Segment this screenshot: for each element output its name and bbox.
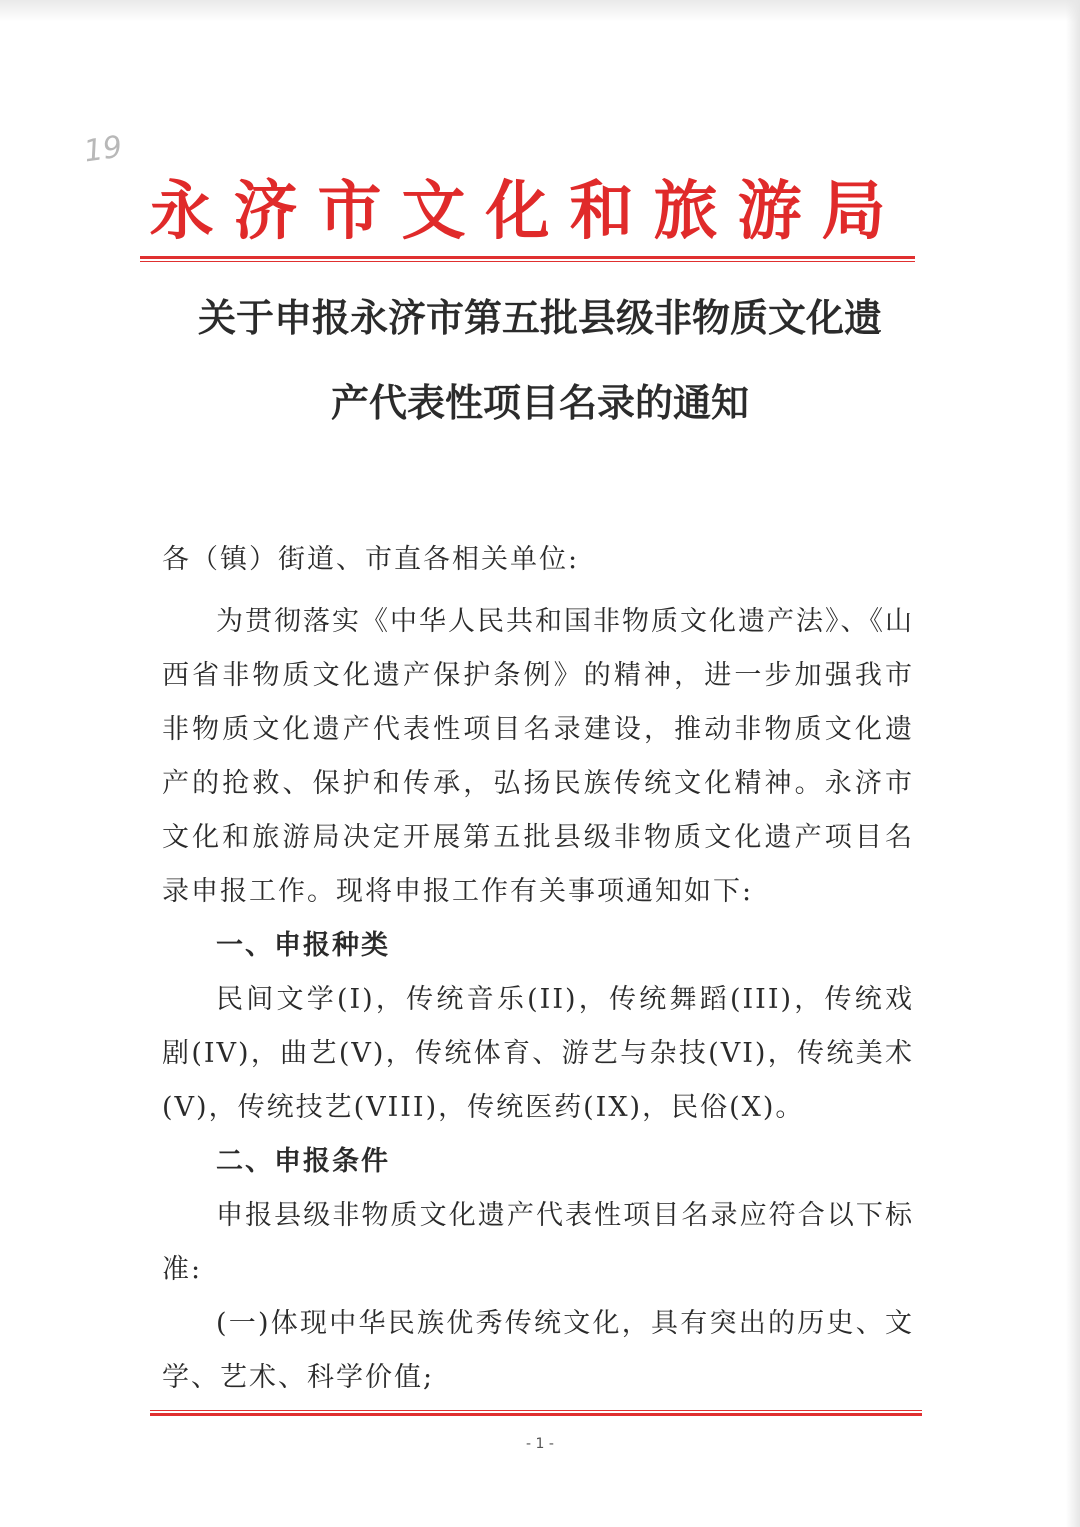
rule-thin-line xyxy=(150,1410,922,1411)
intro-paragraph: 为贯彻落实《中华人民共和国非物质文化遗产法》、《山西省非物质文化遗产保护条例》的精神，进一步加强我市非物质文化遗产代表性项目名录建设，推动非物质文化遗产的抢救、保护和传承，弘扬民族传统文化精神。永济市文化和旅游局决定开展第五批县级非物质文化遗产项目名录申报工作。现将申报工作有关事项通知如下: xyxy=(162,606,914,907)
conditions-paragraph: 申报县级非物质文化遗产代表性项目名录应符合以下标准: xyxy=(162,1200,914,1285)
document-title-line-2: 产代表性项目名录的通知 xyxy=(330,380,749,425)
handwritten-page-mark: 19 xyxy=(81,129,125,170)
addressee: 各（镇）街道、市直各相关单位: xyxy=(162,544,580,575)
section-heading-conditions: 二、申报条件 xyxy=(216,1146,390,1177)
issuer-letterhead: 永济市文化和旅游局 xyxy=(149,174,906,249)
scan-shadow-right xyxy=(1066,0,1080,1527)
categories-paragraph: 民间文学(I)，传统音乐(II)，传统舞蹈(III)，传统戏剧(IV)，曲艺(V)，传统体育、游艺与杂技(VI)，传统美术(V)，传统技艺(VIII)，传统医药(IX)，民俗(X)。 xyxy=(162,984,914,1123)
section-heading-categories: 一、申报种类 xyxy=(216,930,390,961)
rule-thin-line xyxy=(140,261,915,262)
letterhead-red-rule xyxy=(140,256,915,262)
footer-red-rule xyxy=(150,1410,922,1416)
document-title-line-1: 关于申报永济市第五批县级非物质文化遗 xyxy=(197,295,882,340)
rule-thick-line xyxy=(150,1413,922,1416)
scan-shadow-top xyxy=(0,0,1080,22)
document-body xyxy=(162,595,914,1405)
page-number: - 1 - xyxy=(526,1436,554,1452)
rule-thick-line xyxy=(140,256,915,259)
criterion-1-paragraph: (一)体现中华民族优秀传统文化，具有突出的历史、文学、艺术、科学价值; xyxy=(162,1308,914,1393)
